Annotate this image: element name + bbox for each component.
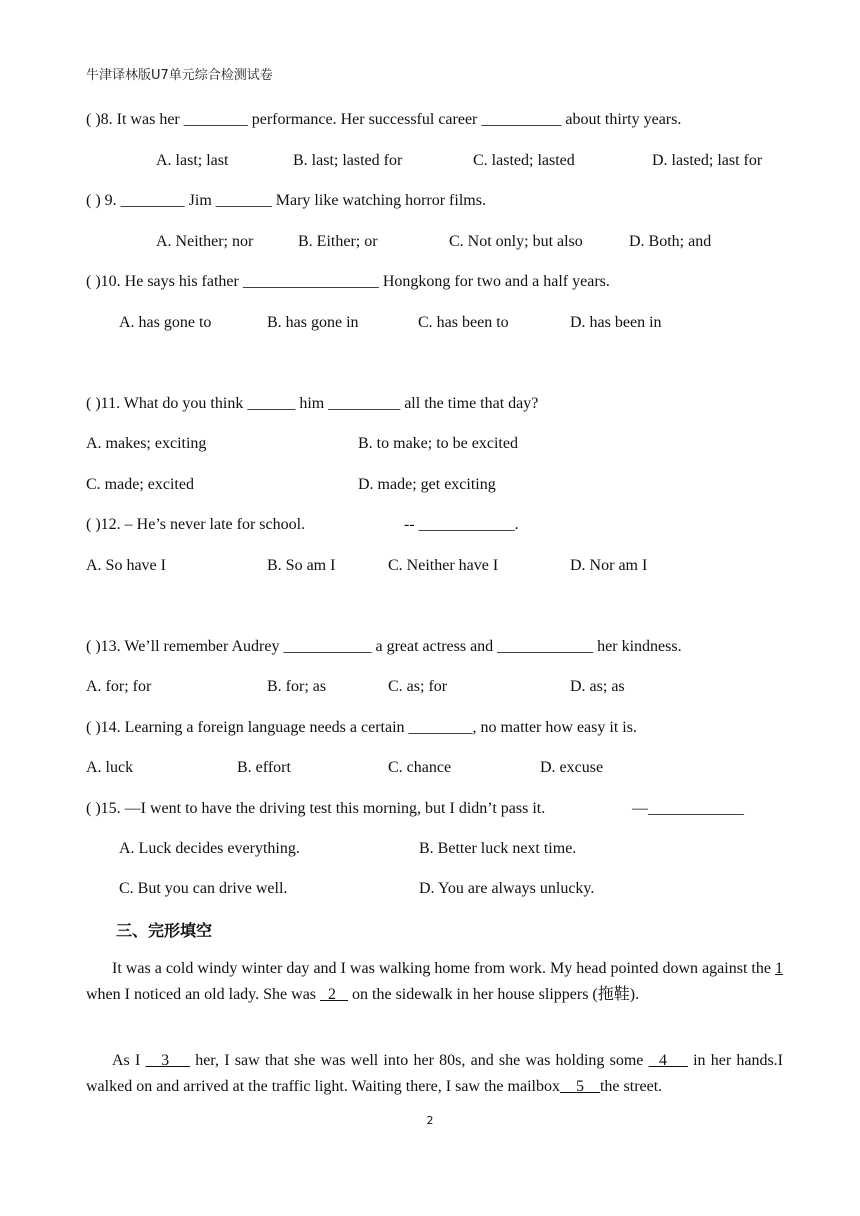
question-9-option-b: B. Either; or bbox=[298, 233, 378, 250]
section-title: 三、完形填空 bbox=[116, 921, 213, 940]
page-number: 2 bbox=[426, 1114, 434, 1127]
question-15-option-a: A. Luck decides everything. bbox=[119, 840, 300, 857]
question-11-option-d: D. made; get exciting bbox=[358, 476, 496, 493]
question-15-option-b: B. Better luck next time. bbox=[419, 840, 577, 857]
question-14-option-d: D. excuse bbox=[540, 759, 604, 776]
blank-1: 1 bbox=[775, 960, 783, 977]
question-15-reply: —____________ bbox=[632, 800, 744, 817]
question-15-stem: ( )15. —I went to have the driving test this morning, but I didn’t pass it. bbox=[86, 800, 546, 817]
question-15-option-c: C. But you can drive well. bbox=[119, 880, 288, 897]
question-10-option-b: B. has gone in bbox=[267, 314, 359, 331]
question-11-option-c: C. made; excited bbox=[86, 476, 194, 493]
cloze-paragraph-2: As I 3 her, I saw that she was well into her 80s, and she was holding some 4 in her hands.I walked on and arrived at the traffic light. Waiting there, I saw the mailbox 5 the street. bbox=[86, 1052, 784, 1095]
question-13-option-c: C. as; for bbox=[388, 678, 448, 695]
question-12-option-a: A. So have I bbox=[86, 557, 166, 574]
question-10-stem: ( )10. He says his father _________________ Hongkong for two and a half years. bbox=[86, 273, 610, 290]
question-10-option-d: D. has been in bbox=[570, 314, 662, 331]
question-13-option-b: B. for; as bbox=[267, 678, 327, 695]
question-15-option-d: D. You are always unlucky. bbox=[419, 880, 595, 897]
question-9-option-d: D. Both; and bbox=[629, 233, 712, 250]
question-12-reply: -- ____________. bbox=[404, 516, 519, 533]
blank-5: 5 bbox=[559, 1078, 600, 1095]
question-14-option-a: A. luck bbox=[86, 759, 134, 776]
blank-4: 4 bbox=[648, 1052, 688, 1069]
question-8-option-d: D. lasted; last for bbox=[652, 152, 763, 169]
question-14-stem: ( )14. Learning a foreign language needs a certain ________, no matter how easy it is. bbox=[86, 719, 637, 736]
question-8-option-b: B. last; lasted for bbox=[293, 152, 403, 169]
blank-2: 2 bbox=[320, 986, 349, 1003]
question-13-stem: ( )13. We’ll remember Audrey ___________ a great actress and ____________ her kindness. bbox=[86, 638, 682, 655]
page-header: 牛津译林版U7单元综合检测试卷 bbox=[86, 68, 273, 83]
question-10-option-a: A. has gone to bbox=[119, 314, 212, 331]
blank-3: 3 bbox=[145, 1052, 190, 1069]
question-13-option-d: D. as; as bbox=[570, 678, 625, 695]
question-12-option-d: D. Nor am I bbox=[570, 557, 648, 574]
question-14-option-b: B. effort bbox=[237, 759, 291, 776]
question-9-stem: ( ) 9. ________ Jim _______ Mary like watching horror films. bbox=[86, 192, 486, 209]
question-8-option-a: A. last; last bbox=[156, 152, 229, 169]
question-10-option-c: C. has been to bbox=[418, 314, 509, 331]
question-8-option-c: C. lasted; lasted bbox=[473, 152, 575, 169]
question-11-option-b: B. to make; to be excited bbox=[358, 435, 518, 452]
question-14-option-c: C. chance bbox=[388, 759, 452, 776]
question-9-option-a: A. Neither; nor bbox=[156, 233, 254, 250]
question-12-stem: ( )12. – He’s never late for school. bbox=[86, 516, 306, 533]
question-12-option-c: C. Neither have I bbox=[388, 557, 499, 574]
question-11-option-a: A. makes; exciting bbox=[86, 435, 207, 452]
question-11-stem: ( )11. What do you think ______ him _________ all the time that day? bbox=[86, 395, 539, 412]
cloze-paragraph-1: It was a cold windy winter day and I was walking home from work. My head pointed down against the 1 when I noticed an old lady. She was 2 on the sidewalk in her house slippers (拖鞋). bbox=[86, 960, 783, 1003]
question-9-option-c: C. Not only; but also bbox=[449, 233, 583, 250]
question-12-option-b: B. So am I bbox=[267, 557, 336, 574]
question-13-option-a: A. for; for bbox=[86, 678, 152, 695]
question-8-stem: ( )8. It was her ________ performance. Her successful career __________ about thirty years. bbox=[86, 111, 682, 128]
